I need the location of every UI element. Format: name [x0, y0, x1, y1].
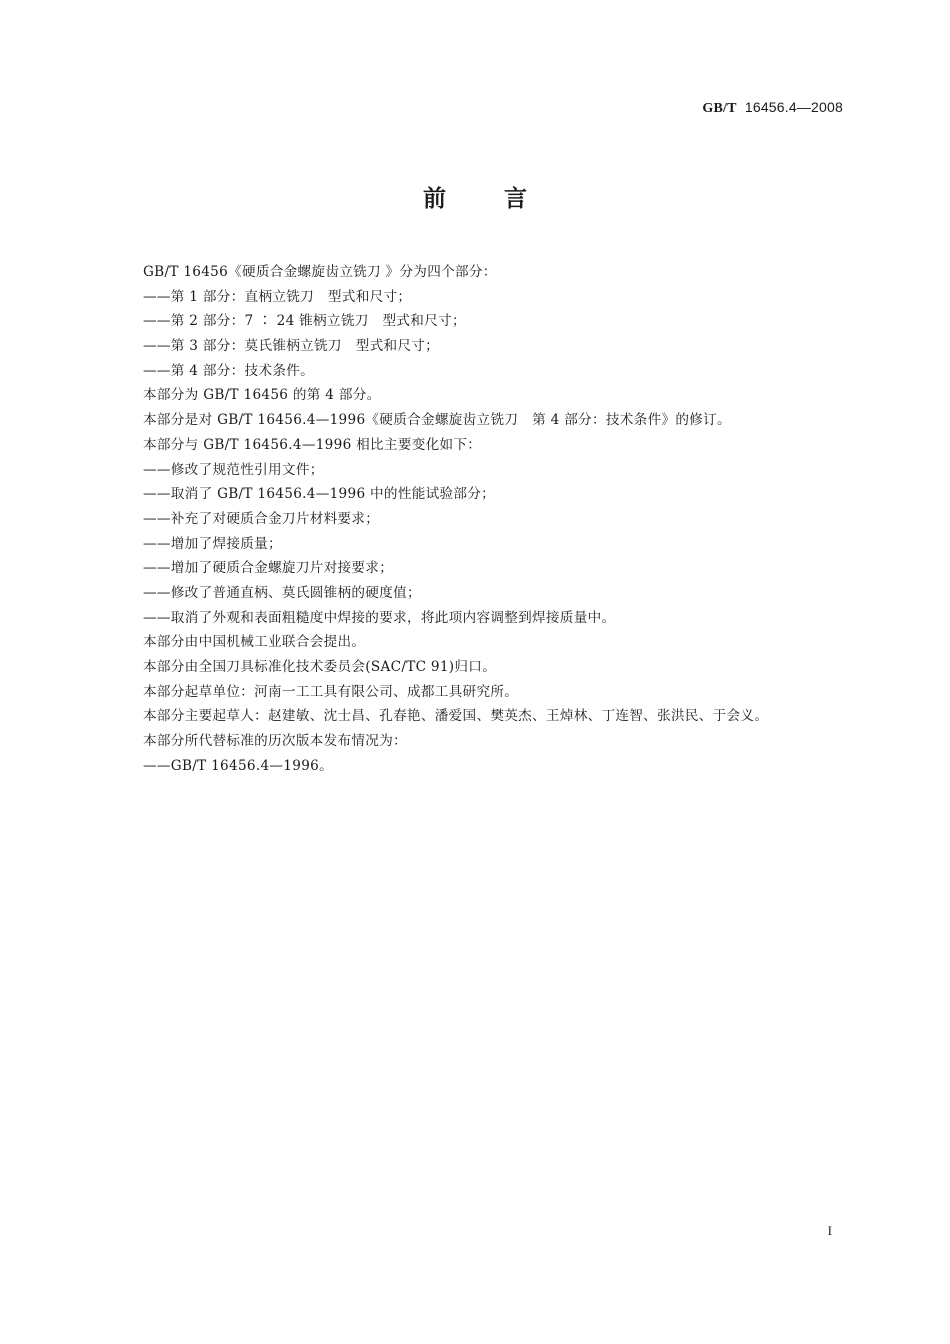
paragraph: 本部分起草单位：河南一工工具有限公司、成都工具研究所。 [143, 683, 519, 700]
list-item: ——补充了对硬质合金刀片材料要求； [143, 510, 380, 527]
paragraph: 本部分主要起草人：赵建敏、沈士昌、孔春艳、潘爱国、樊英杰、王焯林、丁连智、张洪民、于会义。 [143, 708, 769, 725]
paragraph: GB/T 16456《硬质合金螺旋齿立铣刀 》分为四个部分： [143, 264, 497, 280]
paragraph: 本部分为 GB/T 16456 的第 4 部分。 [143, 387, 381, 404]
list-item: ——第 1 部分：直柄立铣刀 型式和尺寸； [143, 288, 412, 305]
page-title: 前言 [423, 186, 585, 212]
page-number: I [827, 1223, 832, 1238]
list-item: ——取消了 GB/T 16456.4—1996 中的性能试验部分； [143, 486, 496, 503]
foreword-body [143, 260, 843, 778]
paragraph: 本部分是对 GB/T 16456.4—1996《硬质合金螺旋齿立铣刀 第 4 部分：技术条件》的修订。 [143, 412, 731, 429]
list-item: ——增加了硬质合金螺旋刀片对接要求； [143, 560, 394, 577]
standard-header [702, 99, 843, 117]
list-item: ——第 2 部分：7 ∶ 24 锥柄立铣刀 型式和尺寸； [143, 313, 466, 330]
standard-number: 16456.4—2008 [744, 99, 843, 115]
list-item: ——GB/T 16456.4—1996。 [143, 757, 333, 774]
list-item: ——修改了普通直柄、莫氏圆锥柄的硬度值； [143, 584, 421, 601]
paragraph: 本部分所代替标准的历次版本发布情况为： [143, 733, 407, 750]
paragraph: 本部分由全国刀具标准化技术委员会(SAC/TC 91)归口。 [143, 659, 497, 675]
list-item: ——第 3 部分：莫氏锥柄立铣刀 型式和尺寸； [143, 338, 440, 355]
list-item: ——取消了外观和表面粗糙度中焊接的要求，将此项内容调整到焊接质量中。 [143, 609, 616, 626]
paragraph: 本部分由中国机械工业联合会提出。 [143, 634, 366, 651]
standard-prefix: GB/T [702, 101, 737, 116]
list-item: ——修改了规范性引用文件； [143, 461, 324, 478]
paragraph: 本部分与 GB/T 16456.4—1996 相比主要变化如下： [143, 436, 482, 453]
list-item: ——第 4 部分：技术条件。 [143, 362, 315, 379]
list-item: ——增加了焊接质量； [143, 535, 282, 552]
